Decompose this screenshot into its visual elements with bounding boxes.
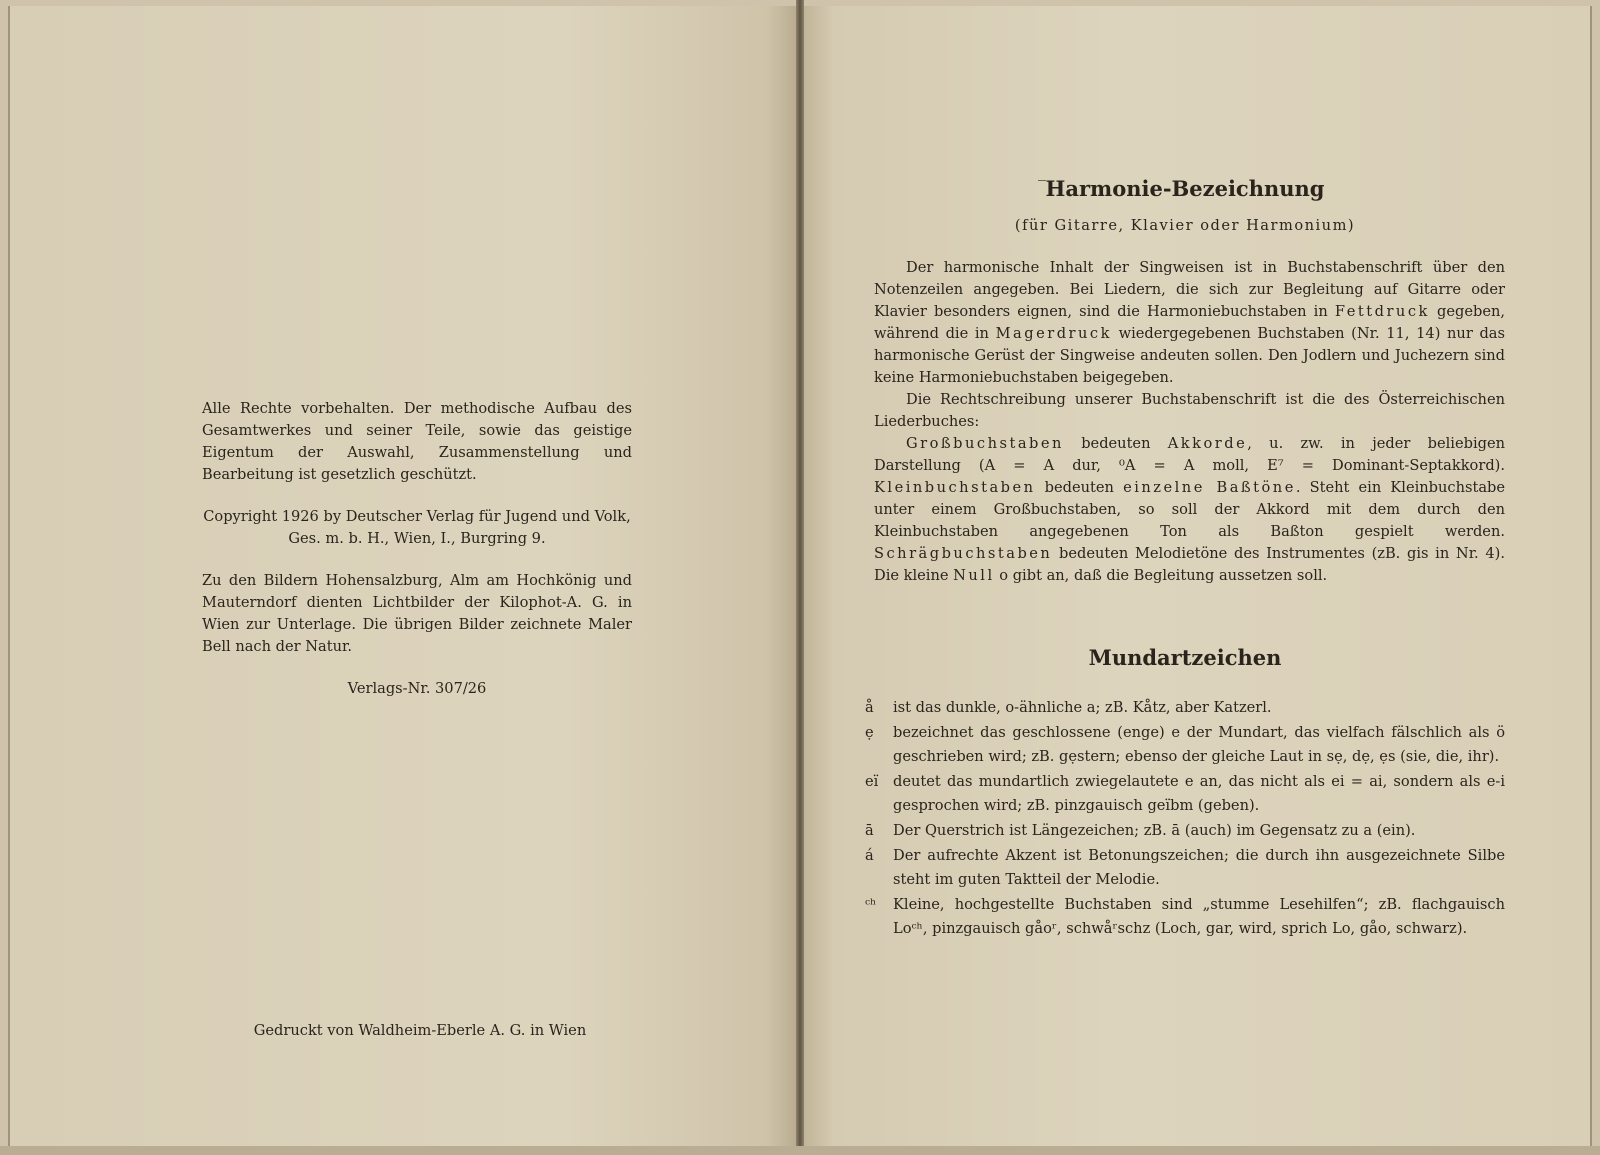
mundart-item [865, 819, 1505, 843]
harmonie-body [874, 257, 1505, 587]
mundart-text: ist das dunkle, o-ähnliche a; zB. Kåtz, aber Katzerl. [893, 699, 1272, 716]
publisher-number: Verlags-Nr. 307/26 [347, 680, 487, 697]
mundart-symbol: eï [865, 773, 879, 790]
mundart-symbol: á [865, 847, 874, 864]
mundart-symbol: ᶜʰ [865, 896, 877, 913]
harmonie-heading: Harmonie-Bezeichnung [1045, 176, 1325, 201]
harmonie-subheading: (für Gitarre, Klavier oder Harmonium) [1014, 217, 1356, 234]
image-credits: Zu den Bildern Hohensalzburg, Alm am Hochkönig und Mauterndorf dienten Lichtbilder der Kilophot-A. G. in Wien zur Unterlage. Die übrigen Bilder zeichnete Maler Bell nach der Natur. [202, 572, 632, 655]
mundart-heading: Mundartzeichen [1088, 645, 1282, 670]
mundart-item [865, 770, 1505, 818]
copyright-notice: Copyright 1926 by Deutscher Verlag für Jugend und Volk, Ges. m. b. H., Wien, I., Burgring 9. [203, 508, 631, 547]
mundart-text: deutet das mundartlich zwiegelautete e an, das nicht als ei = ai, sondern als e-i gesprochen wird; zB. pinzgauisch geïbm (geben). [893, 773, 1505, 814]
mundart-item [865, 721, 1505, 769]
mundart-item [865, 696, 1505, 720]
imprint-block [202, 398, 632, 720]
bottom-edge [0, 1146, 1600, 1155]
harmonie-paragraph-3: Großbuchstaben bedeuten Akkorde, u. zw. in jeder beliebigen Darstellung (A = A dur, ⁰A = A moll, E⁷ = Dominant-Septakkord). Kleinbuchstaben bedeuten einzelne Baßtöne. Steht ein Kleinbuchstabe unter einem Großbuchstaben, so soll der Akkord mit dem durch den Kleinbuchstaben angegebenen Ton als Baßton gespielt werden. Schrägbuchstaben bedeuten Melodietöne des Instrumentes (zB. gis in Nr. 4). Die kleine Null o gibt an, daß die Begleitung aussetzen soll. [874, 435, 1506, 584]
mundart-symbol: ā [865, 822, 874, 839]
mundart-item [865, 844, 1505, 892]
harmonie-paragraph-1: Der harmonische Inhalt der Singweisen ist in Buchstabenschrift über den Notenzeilen angegeben. Bei Liedern, die sich zur Begleitung auf Gitarre oder Klavier besonders eignen, sind die Harmoniebuchstaben in Fettdruck gegeben, während die in Magerdruck wiedergegebenen Buchstaben (Nr. 11, 14) nur das harmonische Gerüst der Singweise andeuten sollen. Den Jodlern und Juchezern sind keine Harmoniebuchstaben beigegeben. [874, 259, 1505, 386]
mundart-text: Der Querstrich ist Längezeichen; zB. ā (auch) im Gegensatz zu a (ein). [893, 822, 1416, 839]
mundart-text: bezeichnet das geschlossene (enge) e der Mundart, das vielfach fälschlich als ö geschrieben wird; zB. gẹstern; ebenso der gleiche Laut in sẹ, dẹ, ẹs (sie, die, ihr). [893, 724, 1505, 765]
printer-note: Gedruckt von Waldheim-Eberle A. G. in Wien [253, 1022, 587, 1039]
mundart-symbol: å [865, 699, 874, 716]
mundart-text: Kleine, hochgestellte Buchstaben sind „stumme Lesehilfen“; zB. flachgauisch Loᶜʰ, pinzgauisch gåoʳ, schwåʳschz (Loch, gar, wird, sprich Lo, gåo, schwarz). [893, 896, 1505, 937]
book-gutter [796, 0, 804, 1155]
mundart-list [865, 696, 1505, 942]
mundart-text: Der aufrechte Akzent ist Betonungszeichen; die durch ihn ausgezeichnete Silbe steht im guten Taktteil der Melodie. [893, 847, 1505, 888]
mundart-symbol: ẹ [865, 724, 874, 741]
mundart-item [865, 893, 1505, 941]
harmonie-paragraph-2: Die Rechtschreibung unserer Buchstabenschrift ist die des Österreichischen Liederbuches: [874, 391, 1505, 430]
rights-notice: Alle Rechte vorbehalten. Der methodische Aufbau des Gesamtwerkes und seiner Teile, sowie das geistige Eigentum der Auswahl, Zusammenstellung und Bearbeitung ist gesetzlich geschützt. [202, 400, 632, 483]
